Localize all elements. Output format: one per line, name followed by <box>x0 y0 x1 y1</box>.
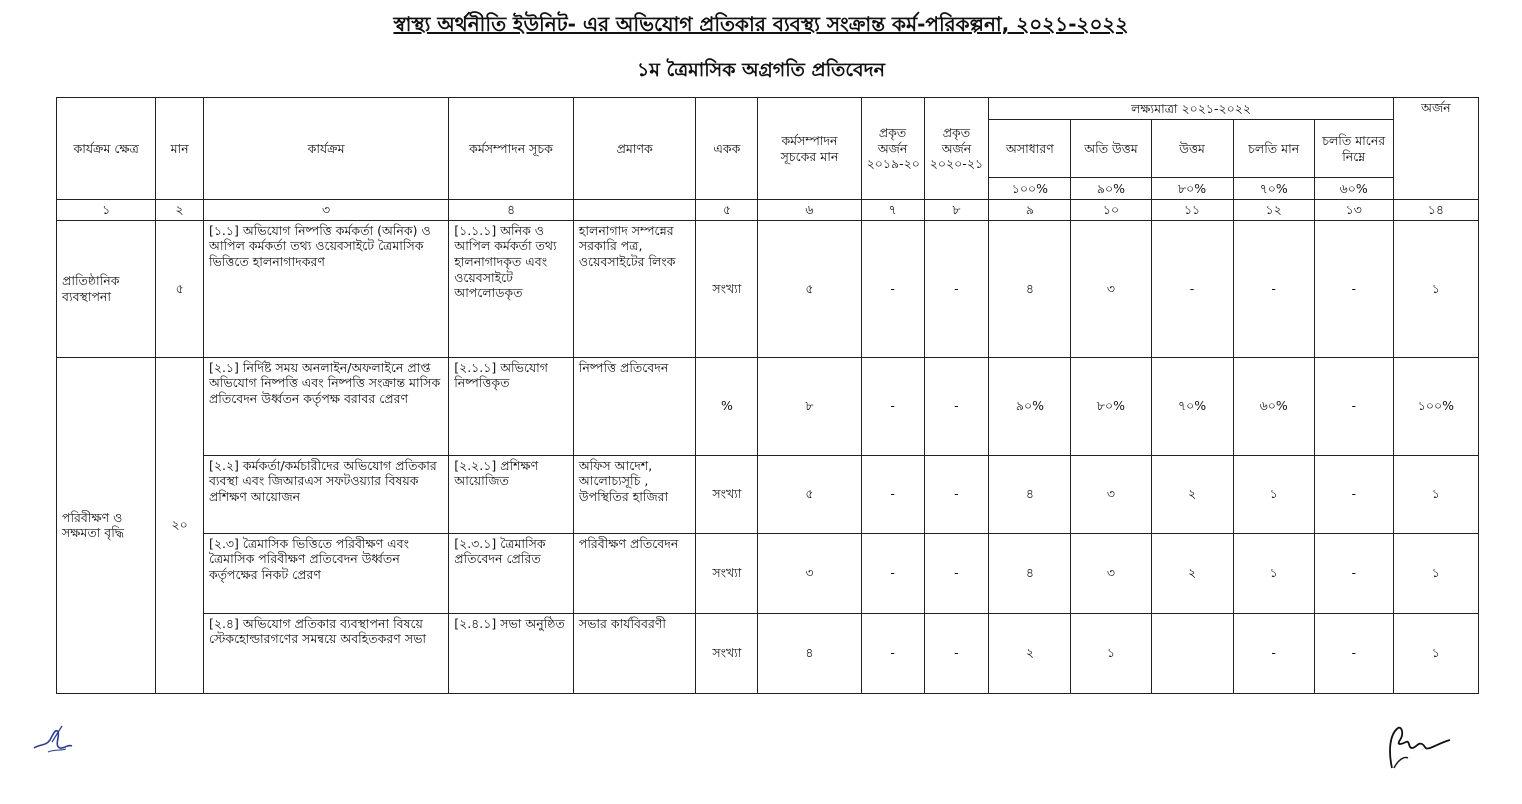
actual-2020-21-cell: - <box>924 533 989 613</box>
actual-2019-20-cell: - <box>861 613 924 693</box>
target-90-cell: ৩ <box>1071 455 1151 533</box>
initials-mark <box>30 722 76 756</box>
target-90-cell: ৮০% <box>1071 357 1151 455</box>
target-60-cell: - <box>1314 613 1393 693</box>
header-evidence: প্রমাণক <box>573 98 696 200</box>
target-70-cell: - <box>1233 613 1314 693</box>
target-100-cell: ৪ <box>989 220 1071 357</box>
evidence-cell: সভার কার্যবিবরণী <box>573 613 696 693</box>
column-number: ৪ <box>449 200 574 221</box>
header-target-group: লক্ষ্যমাত্রা ২০২১-২০২২ <box>989 98 1393 120</box>
unit-cell: % <box>696 357 758 455</box>
header-target-label: অসাধারণ <box>989 120 1071 178</box>
actual-2019-20-cell: - <box>861 357 924 455</box>
header-target-label: অতি উত্তম <box>1071 120 1151 178</box>
indicator-cell: [২.৪.১] সভা অনুষ্ঠিত <box>449 613 574 693</box>
achievement-cell: ১ <box>1393 533 1478 613</box>
header-mark: মান <box>156 98 204 200</box>
column-number: ১০ <box>1071 200 1151 221</box>
section-area: প্রাতিষ্ঠানিক ব্যবস্থাপনা <box>57 220 156 357</box>
header-target-pct: ৬০% <box>1314 178 1393 200</box>
table-row <box>57 533 1479 613</box>
header-target-label: চলতি মানের নিম্নে <box>1314 120 1393 178</box>
indicator-cell: [২.১.১] অভিযোগ নিষ্পত্তিকৃত <box>449 357 574 455</box>
unit-cell: সংখ্যা <box>696 613 758 693</box>
indicator-value-cell: ৮ <box>758 357 861 455</box>
indicator-cell: [২.২.১] প্রশিক্ষণ আয়োজিত <box>449 455 574 533</box>
achievement-cell: ১ <box>1393 220 1478 357</box>
header-unit: একক <box>696 98 758 200</box>
header-actual-2019-20: প্রকৃত অর্জন ২০১৯-২০ <box>861 98 924 200</box>
header-indicator: কর্মসম্পাদন সূচক <box>449 98 574 200</box>
evidence-cell: পরিবীক্ষণ প্রতিবেদন <box>573 533 696 613</box>
target-90-cell: ৩ <box>1071 220 1151 357</box>
evidence-cell: নিষ্পত্তি প্রতিবেদন <box>573 357 696 455</box>
table-row <box>57 613 1479 693</box>
target-100-cell: ৪ <box>989 533 1071 613</box>
header-area: কার্যক্রম ক্ষেত্র <box>57 98 156 200</box>
actual-2020-21-cell: - <box>924 220 989 357</box>
column-number: ১১ <box>1151 200 1233 221</box>
unit-cell: সংখ্যা <box>696 220 758 357</box>
target-80-cell: - <box>1151 220 1233 357</box>
section-mark: ২০ <box>156 357 204 693</box>
table-row <box>57 357 1479 455</box>
actual-2020-21-cell: - <box>924 357 989 455</box>
target-100-cell: ২ <box>989 613 1071 693</box>
activity-cell: [১.১] অভিযোগ নিষ্পত্তি কর্মকর্তা (অনিক) ও আপিল কর্মকর্তা তথ্য ওয়েবসাইটে ত্রৈমাসিক ভিত্তিতে হালনাগাদকরণ <box>203 220 448 357</box>
header-target-pct: ৭০% <box>1233 178 1314 200</box>
target-90-cell: ১ <box>1071 613 1151 693</box>
column-number: ৭ <box>861 200 924 221</box>
indicator-value-cell: ৫ <box>758 455 861 533</box>
signature <box>1382 720 1458 774</box>
activity-cell: [২.২] কর্মকর্তা/কর্মচারীদের অভিযোগ প্রতিকার ব্যবস্থা এবং জিআরএস সফটওয়্যার বিষয়ক প্রশিক্ষণ আয়োজন <box>203 455 448 533</box>
table-row <box>57 455 1479 533</box>
unit-cell: সংখ্যা <box>696 455 758 533</box>
column-number: ৬ <box>758 200 861 221</box>
indicator-value-cell: ৩ <box>758 533 861 613</box>
column-number: ১৩ <box>1314 200 1393 221</box>
column-number: ৫ <box>696 200 758 221</box>
target-60-cell: - <box>1314 220 1393 357</box>
column-number: ১৪ <box>1393 200 1478 221</box>
indicator-value-cell: ৫ <box>758 220 861 357</box>
indicator-cell: [১.১.১] অনিক ও আপিল কর্মকর্তা তথ্য হালনাগাদকৃত এবং ওয়েবসাইটে আপলোডকৃত <box>449 220 574 357</box>
header-achievement: অর্জন <box>1393 98 1478 200</box>
column-number: ৩ <box>203 200 448 221</box>
achievement-cell: ১ <box>1393 613 1478 693</box>
action-plan-table <box>56 97 1479 694</box>
target-100-cell: ৯০% <box>989 357 1071 455</box>
indicator-cell: [২.৩.১] ত্রৈমাসিক প্রতিবেদন প্রেরিত <box>449 533 574 613</box>
column-number: ২ <box>156 200 204 221</box>
actual-2019-20-cell: - <box>861 220 924 357</box>
column-number: ৮ <box>924 200 989 221</box>
achievement-cell: ১ <box>1393 455 1478 533</box>
column-number: ১ <box>57 200 156 221</box>
activity-cell: [২.৪] অভিযোগ প্রতিকার ব্যবস্থাপনা বিষয়ে স্টেকহোল্ডারগণের সমন্বয়ে অবহিতকরণ সভা <box>203 613 448 693</box>
activity-cell: [২.৩] ত্রৈমাসিক ভিত্তিতে পরিবীক্ষণ এবং ত্রৈমাসিক পরিবীক্ষণ প্রতিবেদন উর্ধ্বতন কর্তৃপক্ষের নিকট প্রেরণ <box>203 533 448 613</box>
header-target-label: উত্তম <box>1151 120 1233 178</box>
section-mark: ৫ <box>156 220 204 357</box>
header-target-pct: ১০০% <box>989 178 1071 200</box>
target-70-cell: - <box>1233 220 1314 357</box>
header-target-label: চলতি মান <box>1233 120 1314 178</box>
actual-2020-21-cell: - <box>924 455 989 533</box>
target-80-cell: ৭০% <box>1151 357 1233 455</box>
target-80-cell: ২ <box>1151 455 1233 533</box>
header-actual-2020-21: প্রকৃত অর্জন ২০২০-২১ <box>924 98 989 200</box>
actual-2020-21-cell: - <box>924 613 989 693</box>
target-70-cell: ৬০% <box>1233 357 1314 455</box>
table-row <box>57 220 1479 357</box>
unit-cell: সংখ্যা <box>696 533 758 613</box>
column-number <box>573 200 696 221</box>
header-activity: কার্যক্রম <box>203 98 448 200</box>
document-subtitle: ১ম ত্রৈমাসিক অগ্রগতি প্রতিবেদন <box>637 59 885 81</box>
target-60-cell: - <box>1314 455 1393 533</box>
header-indicator-value: কর্মসম্পাদন সূচকের মান <box>758 98 861 200</box>
column-number-row <box>57 200 1479 221</box>
activity-cell: [২.১] নির্দিষ্ট সময় অনলাইন/অফলাইনে প্রাপ্ত অভিযোগ নিষ্পত্তি এবং নিষ্পত্তি সংক্রান্ত মাসিক প্রতিবেদন উর্ধ্বতন কর্তৃপক্ষ বরাবর প্রেরণ <box>203 357 448 455</box>
target-80-cell: ২ <box>1151 533 1233 613</box>
target-80-cell <box>1151 613 1233 693</box>
target-70-cell: ১ <box>1233 533 1314 613</box>
achievement-cell: ১০০% <box>1393 357 1478 455</box>
document-title: স্বাস্থ্য অর্থনীতি ইউনিট- এর অভিযোগ প্রতিকার ব্যবস্থ্য সংক্রান্ত কর্ম-পরিকল্পনা, ২০২১-২০২২ <box>393 12 1129 36</box>
target-100-cell: ৪ <box>989 455 1071 533</box>
header-target-pct: ৮০% <box>1151 178 1233 200</box>
target-70-cell: ১ <box>1233 455 1314 533</box>
evidence-cell: অফিস আদেশ, আলোচ্যসূচি , উপস্থিতির হাজিরা <box>573 455 696 533</box>
indicator-value-cell: ৪ <box>758 613 861 693</box>
section-area: পরিবীক্ষণ ও সক্ষমতা বৃদ্ধি <box>57 357 156 693</box>
actual-2019-20-cell: - <box>861 455 924 533</box>
target-90-cell: ৩ <box>1071 533 1151 613</box>
target-60-cell: - <box>1314 533 1393 613</box>
column-number: ৯ <box>989 200 1071 221</box>
actual-2019-20-cell: - <box>861 533 924 613</box>
column-number: ১২ <box>1233 200 1314 221</box>
target-60-cell: - <box>1314 357 1393 455</box>
evidence-cell: হালনাগাদ সম্পন্নের সরকারি পত্র, ওয়েবসাইটের লিংক <box>573 220 696 357</box>
header-target-pct: ৯০% <box>1071 178 1151 200</box>
